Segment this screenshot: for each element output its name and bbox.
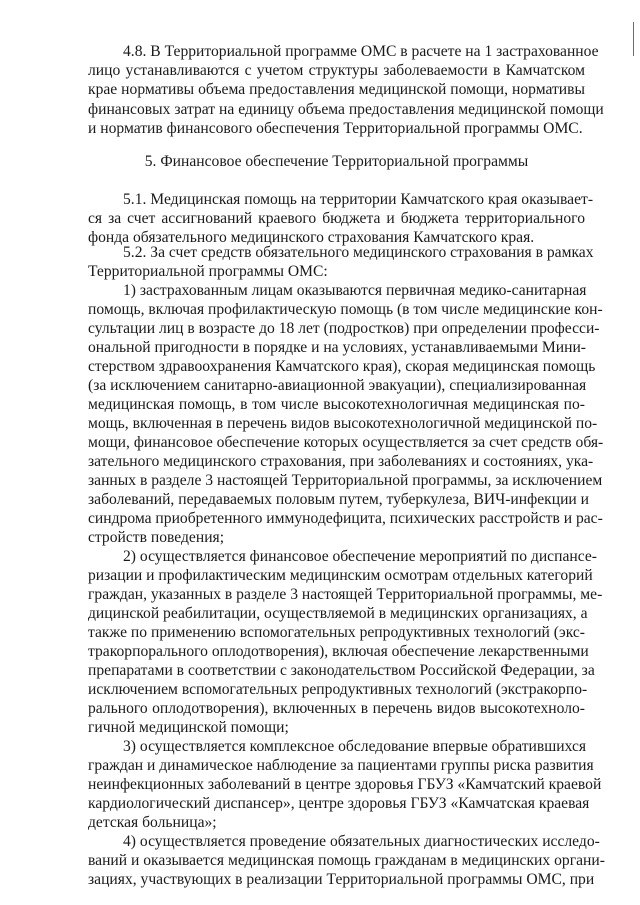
text-line: ся за счет ассигнований краевого бюджета и бюджета территориального: [88, 210, 585, 227]
text-line: граждан, указанных в разделе 3 настоящей Территориальной программы, ме-: [88, 586, 603, 603]
text-line: неинфекционных заболеваний в центре здоровья ГБУЗ «Камчатский краевой: [88, 776, 602, 793]
scan-edge-mark: [633, 22, 634, 56]
text-line: кардиологический диспансер», центре здоровья ГБУЗ «Камчатская краевая: [88, 795, 590, 812]
text-line: ональной пригодности в порядке и на условиях, устанавливаемыми Мини-: [88, 339, 587, 356]
text-line: мощь, включенная в перечень видов высокотехнологичной медицинской по-: [88, 415, 598, 432]
text-line: 4) осуществляется проведение обязательных диагностических исследо-: [123, 833, 600, 850]
text-line: также по применению вспомогательных репродуктивных технологий (экс-: [88, 624, 585, 641]
text-line: тракорпорального оплодотворения), включая обеспечение лекарственными: [88, 643, 589, 660]
text-line: крае нормативы объема предоставления медицинской помощи, нормативы: [88, 81, 585, 98]
text-line: рального оплодотворения), включенных в перечень видов высокотехноло-: [88, 700, 585, 717]
text-line: (за исключением санитарно-авиационной эвакуации), специализированная: [88, 377, 587, 394]
text-line: гичной медицинской помощи;: [88, 719, 289, 736]
text-line: заболеваний, передаваемых половым путем, туберкулеза, ВИЧ-инфекции и: [88, 491, 590, 508]
text-line: стройств поведения;: [88, 529, 225, 546]
text-line: занных в разделе 3 настоящей Территориальной программы, за исключением: [88, 472, 603, 489]
text-line: и норматив финансового обеспечения Территориальной программы ОМС.: [88, 120, 583, 137]
section-heading: 5. Финансовое обеспечение Территориальной программы: [144, 153, 529, 170]
text-line: 1) застрахованным лицам оказываются первичная медико-санитарная: [123, 282, 587, 299]
text-line: 5.1. Медицинская помощь на территории Камчатского края оказывает-: [123, 191, 594, 208]
text-line: синдрома приобретенного иммунодефицита, психических расстройств и рас-: [88, 510, 603, 527]
text-line: ваний и оказывается медицинская помощь гражданам в медицинских органи-: [88, 852, 605, 869]
text-line: Территориальной программы ОМС:: [88, 263, 328, 280]
text-line: ризации и профилактическим медицинским осмотрам отдельных категорий: [88, 567, 593, 584]
text-line: сультации лиц в возрасте до 18 лет (подростков) при определении професси-: [88, 320, 600, 337]
text-line: лицо устанавливаются с учетом структуры заболеваемости в Камчатском: [88, 62, 585, 79]
text-line: 4.8. В Территориальной программе ОМС в расчете на 1 застрахованное: [123, 43, 599, 60]
text-line: граждан и динамическое наблюдение за пациентами группы риска развития: [88, 757, 594, 774]
text-line: зательного медицинского страхования, при заболеваниях и состояниях, ука-: [88, 453, 594, 470]
text-line: мощи, финансовое обеспечение которых осуществляется за счет средств обя-: [88, 434, 604, 451]
text-line: медицинская помощь, в том числе высокотехнологичная медицинская по-: [88, 396, 585, 413]
text-line: препаратами в соответствии с законодательством Российской Федерации, за: [88, 662, 595, 679]
text-line: 2) осуществляется финансовое обеспечение мероприятий по диспансе-: [123, 548, 597, 565]
text-line: помощь, включая профилактическую помощь (в том числе медицинские кон-: [88, 301, 603, 318]
text-line: исключением вспомогательных репродуктивных технологий (экстракорпо-: [88, 681, 588, 698]
text-line: дицинской реабилитации, осуществляемой в медицинских организациях, а: [88, 605, 588, 622]
text-line: финансовых затрат на единицу объема предоставления медицинской помощи: [88, 101, 604, 118]
text-line: зациях, участвующих в реализации Территориальной программы ОМС, при: [88, 871, 595, 888]
text-line: стерством здравоохранения Камчатского края), скорая медицинская помощь: [88, 358, 596, 375]
text-line: 5.2. За счет средств обязательного медицинского страхования в рамках: [123, 244, 594, 261]
text-line: детская больница»;: [88, 814, 217, 831]
text-line: фонда обязательного медицинского страхования Камчатского края.: [88, 229, 535, 246]
text-line: 3) осуществляется комплексное обследование впервые обратившихся: [123, 738, 587, 755]
